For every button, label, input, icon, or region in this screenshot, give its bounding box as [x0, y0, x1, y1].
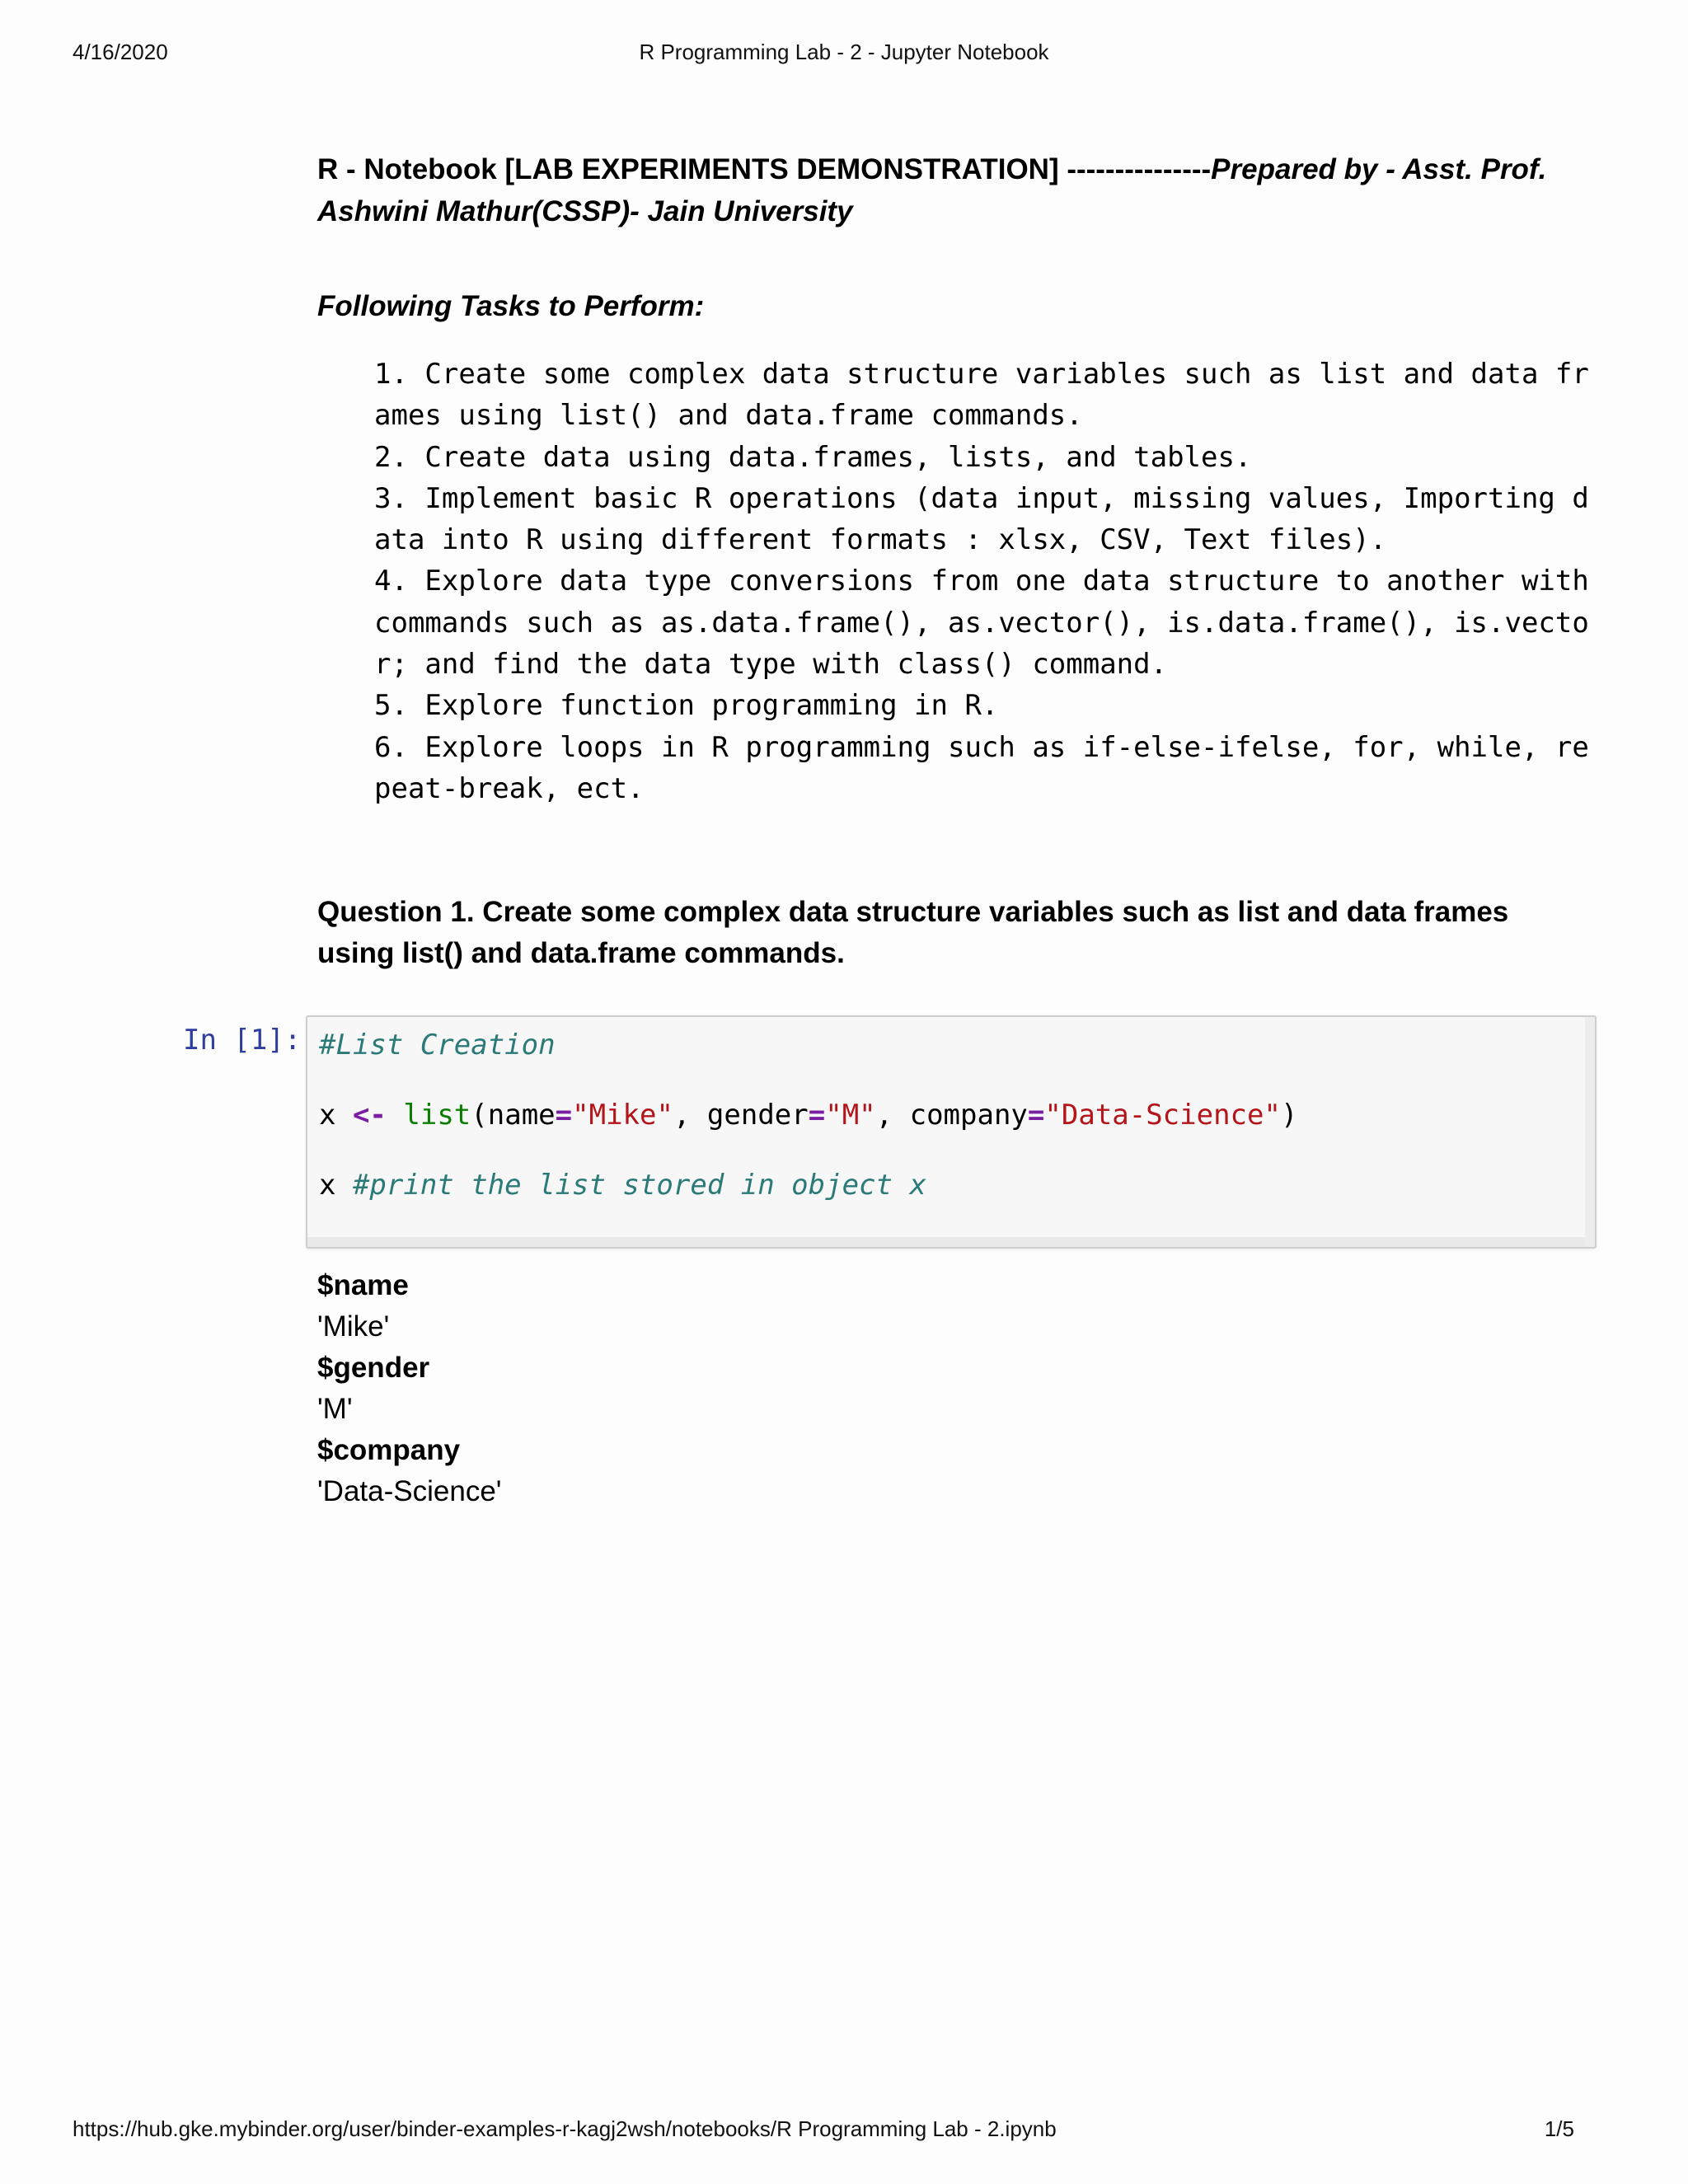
code-cell-input[interactable]	[306, 1015, 1597, 1249]
tasks-line: 2. Create data using data.frames, lists, and tables.	[374, 440, 1252, 474]
code-arg-name: name	[487, 1099, 556, 1132]
print-url: https://hub.gke.mybinder.org/user/binder-examples-r-kagj2wsh/notebooks/R Programming Lab - 2.ipynb	[73, 2116, 1057, 2141]
output-key: $name	[317, 1269, 409, 1301]
tasks-heading: Following Tasks to Perform:	[317, 290, 705, 322]
code-var: x	[319, 1099, 353, 1132]
cell-output	[317, 1265, 501, 1512]
tasks-line: r; and find the data type with class() command.	[374, 648, 1168, 682]
code-eq: =	[555, 1099, 573, 1132]
tasks-line: commands such as as.data.frame(), as.vector(), is.data.frame(), is.vecto	[374, 606, 1589, 640]
code-paren: )	[1280, 1099, 1298, 1132]
print-footer	[73, 2116, 1615, 2144]
page-number: 1/5	[1544, 2116, 1574, 2141]
code-comment: #print the list stored in object x	[352, 1169, 926, 1202]
notebook-main-heading	[317, 148, 1570, 232]
code-string: "M"	[825, 1099, 876, 1132]
code-comment: #List Creation	[319, 1029, 556, 1062]
print-date: 4/16/2020	[73, 40, 168, 64]
code-function: list	[403, 1099, 471, 1132]
code-line-3	[319, 1169, 926, 1202]
output-value: 'Data-Science'	[317, 1475, 502, 1507]
cell-prompt: In [1]:	[183, 1024, 302, 1057]
code-line-1	[319, 1029, 556, 1062]
output-key: $gender	[317, 1352, 430, 1384]
tasks-line: 6. Explore loops in R programming such as if-else-ifelse, for, while, re	[374, 730, 1589, 764]
code-line-2	[319, 1099, 1297, 1132]
vertical-scrollbar[interactable]	[1585, 1017, 1595, 1247]
code-sep: ,	[875, 1099, 910, 1132]
print-title: R Programming Lab - 2 - Jupyter Notebook	[639, 40, 1049, 64]
code-eq: =	[808, 1099, 826, 1132]
tasks-line: ata into R using different formats : xlsx, CSV, Text files).	[374, 523, 1387, 557]
tasks-line: 1. Create some complex data structure variables such as list and data fr	[374, 358, 1589, 391]
code-assign-op: <-	[352, 1099, 387, 1132]
code-var: x	[319, 1169, 353, 1202]
tasks-line: 4. Explore data type conversions from one data structure to another with	[374, 565, 1589, 598]
code-sep: ,	[673, 1099, 707, 1132]
tasks-line: peat-break, ect.	[374, 771, 645, 805]
code-string: "Data-Science"	[1044, 1099, 1281, 1132]
code-arg-name: gender	[706, 1099, 809, 1132]
code-arg-name: company	[909, 1099, 1028, 1132]
main-heading-title: R - Notebook [LAB EXPERIMENTS DEMONSTRATION] ---------------	[317, 153, 1212, 185]
question-1-heading: Question 1. Create some complex data structure variables such as list and data frames using list() and data.frame commands.	[317, 896, 1509, 969]
output-value: 'M'	[317, 1393, 353, 1425]
code-string: "Mike"	[572, 1099, 673, 1132]
main-heading-credit: Prepared by - Asst. Prof. Ashwini Mathur(CSSP)- Jain University	[317, 153, 1547, 227]
tasks-line: ames using list() and data.frame commands.	[374, 399, 1083, 433]
output-value: 'Mike'	[317, 1310, 390, 1343]
tasks-line: 3. Implement basic R operations (data input, missing values, Importing d	[374, 481, 1589, 515]
horizontal-scrollbar[interactable]	[307, 1237, 1585, 1247]
code-paren: (	[471, 1099, 488, 1132]
print-header	[73, 40, 1615, 68]
tasks-list	[374, 354, 1589, 809]
code-eq: =	[1027, 1099, 1045, 1132]
tasks-line: 5. Explore function programming in R.	[374, 689, 999, 723]
output-key: $company	[317, 1434, 461, 1466]
